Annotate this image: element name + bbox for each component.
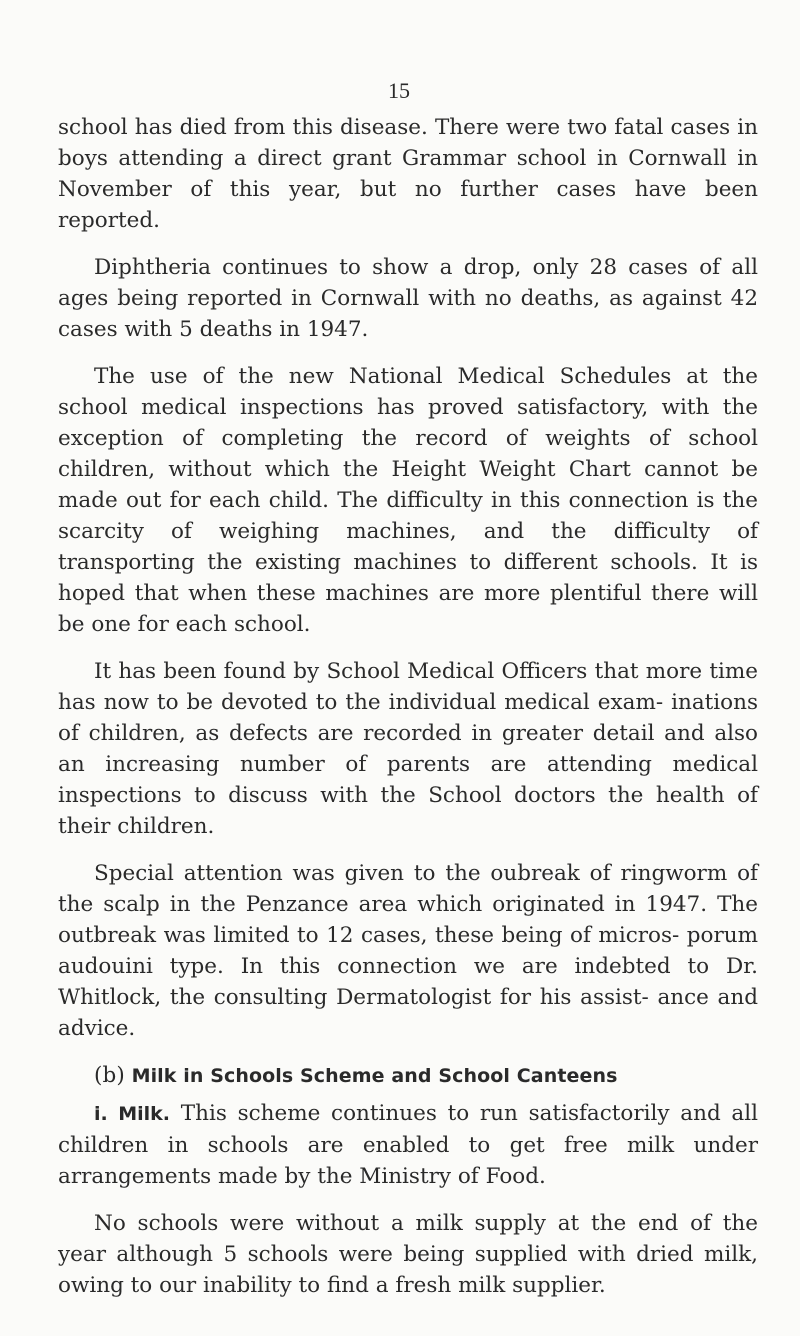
paragraph-medical-schedules: The use of the new National Medical Schedules at the school medical inspections has proved satisfactory, with the exception of completing the record of weights of school children, without which the Height Weight Chart cannot be made out for each child. The difficulty in this connection is the scarcity of weighing machines, and the difficulty of transporting the existing machines to different schools. It is hoped that when these machines are more plentiful there will be one for each school.: [58, 364, 758, 637]
page-number: 15: [388, 78, 410, 103]
paragraph-milk-scheme: [58, 1098, 758, 1192]
paragraph-1: school has died from this disease. There were two fatal cases in boys attending a direct grant Grammar school in Cornwall in November of this year, but no further cases have been reported.: [58, 115, 758, 233]
paragraph-medical-officers: It has been found by School Medical Officers that more time has now to be devoted to the individual medical exam- inations of children, as defects are recorded in greater detail and also an increasing number of parents are attending medical inspections to discuss with the School doctors the health of their children.: [58, 659, 758, 839]
section-heading-title: Milk in Schools Scheme and School Canteens: [131, 1065, 618, 1087]
item-i-label: i. Milk.: [94, 1103, 171, 1125]
paragraph-milk-supply: No schools were without a milk supply at the end of the year although 5 schools were being supplied with dried milk, owing to our inability to find a fresh milk supplier.: [58, 1211, 758, 1298]
section-heading: [94, 1060, 758, 1092]
paragraph-ringworm: Special attention was given to the oubreak of ringworm of the scalp in the Penzance area which originated in 1947. The outbreak was limited to 12 cases, these being of micros- porum audouini type. In this connection we are indebted to Dr. Whitlock, the consulting Dermatologist for his assist- ance and advice.: [58, 861, 758, 1041]
paragraph-diphtheria: Diphtheria continues to show a drop, only 28 cases of all ages being reported in Cornwall with no deaths, as against 42 cases with 5 deaths in 1947.: [58, 255, 758, 342]
section-heading-prefix: (b): [94, 1063, 125, 1088]
item-i-text: This scheme continues to run satisfactorily and all children in schools are enabled to get free milk under arrangements made by the Ministry of Food.: [58, 1101, 759, 1189]
document-body: [58, 112, 758, 1301]
